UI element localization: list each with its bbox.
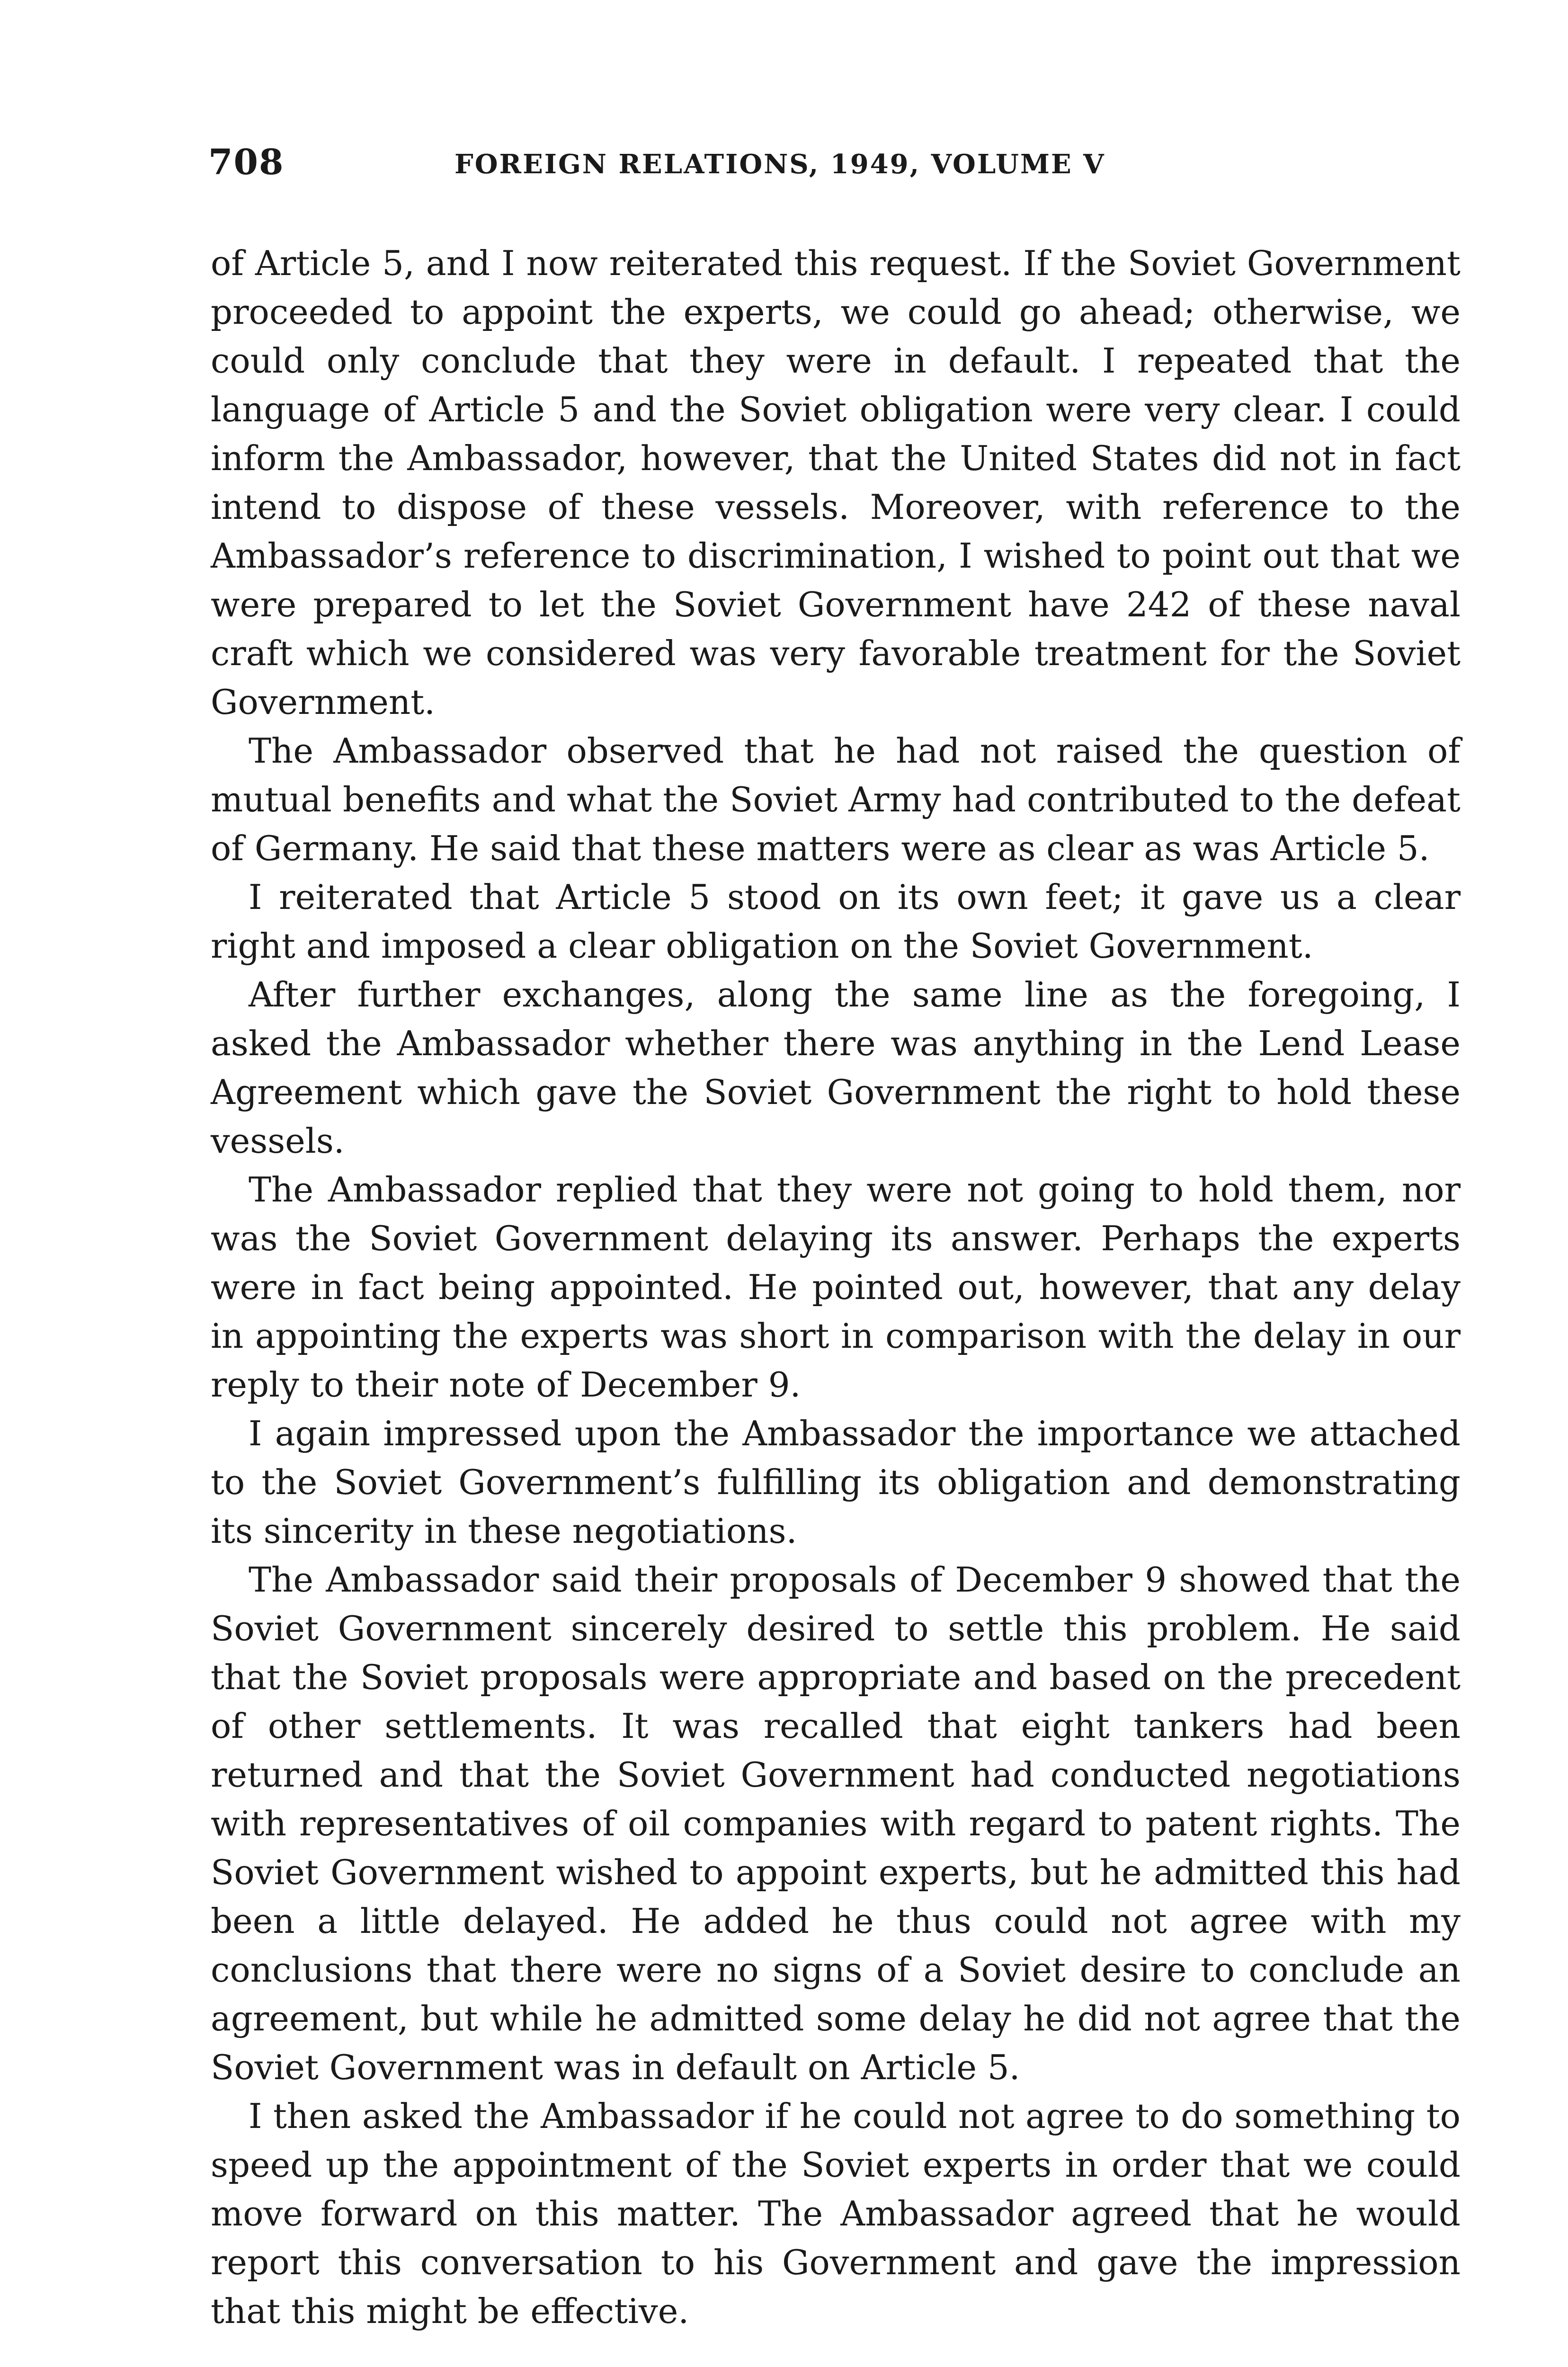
- paragraph-continued: of Article 5, and I now reiterated this request. If the Soviet Government proceeded to appoint the experts, we could go ahead; otherwise, we could only conclude that they were in default. I repeated that the language of Article 5 and the Soviet obligation were very clear. I could inform the Ambassador, however, that the United States did not in fact intend to dispose of these vessels. Moreover, with reference to the Ambassador’s reference to discrimination, I wished to point out that we were prepared to let the Soviet Government have 242 of these naval craft which we considered was very favorable treatment for the Soviet Government.: [211, 243, 1461, 722]
- page-number: 708: [208, 142, 285, 183]
- running-head: FOREIGN RELATIONS, 1949, VOLUME V: [454, 149, 1105, 180]
- paragraph: I again impressed upon the Ambassador the importance we attached to the Soviet Government’s fulfilling its obligation and demonstrating its sincerity in these negotiations.: [211, 1414, 1461, 1551]
- paragraph: I then asked the Ambassador if he could not agree to do something to speed up the appointment of the Soviet experts in order that we could move forward on this matter. The Ambassador agreed that he would report this conversation to his Government and gave the impression that this might be effective.: [211, 2096, 1461, 2331]
- body-text: [211, 239, 1461, 2336]
- paragraph: After further exchanges, along the same line as the foregoing, I asked the Ambassador whether there was anything in the Lend Lease Agreement which gave the Soviet Government the right to hold these vessels.: [211, 975, 1461, 1161]
- paragraph: The Ambassador replied that they were not going to hold them, nor was the Soviet Government delaying its answer. Perhaps the experts were in fact being appointed. He pointed out, however, that any delay in appointing the experts was short in comparison with the delay in our reply to their note of December 9.: [211, 1170, 1461, 1405]
- paragraph: The Ambassador said their proposals of December 9 showed that the Soviet Government sincerely desired to settle this problem. He said that the Soviet proposals were appropriate and based on the precedent of other settlements. It was recalled that eight tankers had been returned and that the Soviet Government had conducted negotiations with representatives of oil companies with regard to patent rights. The Soviet Government wished to appoint experts, but he admitted this had been a little delayed. He added he thus could not agree with my conclusions that there were no signs of a Soviet desire to conclude an agreement, but while he admitted some delay he did not agree that the Soviet Government was in default on Article 5.: [211, 1560, 1461, 2087]
- paragraph: The Ambassador observed that he had not raised the question of mutual benefits and what the Soviet Army had contributed to the defeat of Germany. He said that these matters were as clear as was Article 5.: [211, 731, 1461, 868]
- paragraph: I reiterated that Article 5 stood on its own feet; it gave us a clear right and imposed a clear obligation on the Soviet Government.: [211, 877, 1461, 966]
- page-header: [208, 142, 1458, 199]
